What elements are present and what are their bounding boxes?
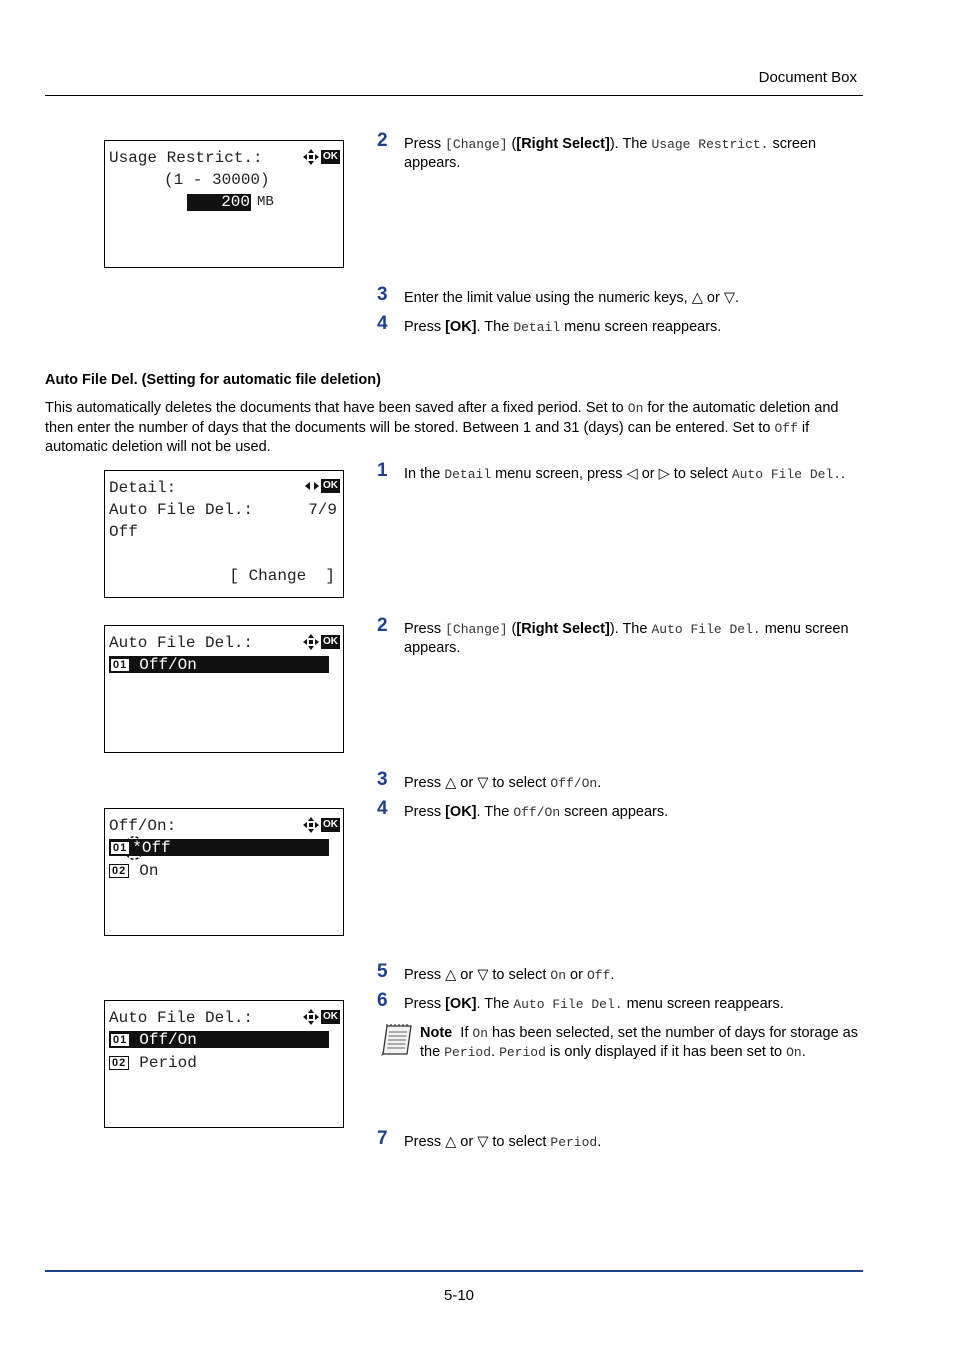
step-text: . — [597, 775, 602, 791]
step-3-top — [377, 284, 863, 307]
step-key: [OK] — [445, 319, 477, 335]
step-text: Press △ or ▽ to select — [404, 967, 551, 983]
lcd-selected-item[interactable] — [109, 1031, 329, 1048]
step-text: ( — [507, 621, 517, 637]
step-text: screen appears. — [404, 136, 817, 171]
step-code: [Change] — [445, 622, 508, 637]
four-way-arrow-icon — [303, 149, 319, 165]
step-2 — [377, 615, 863, 657]
step-1 — [377, 460, 863, 484]
step-code: Detail — [444, 467, 492, 482]
footer-rule — [45, 1270, 863, 1272]
note-label: Note — [420, 1025, 453, 1041]
item-label: Period — [139, 1054, 197, 1072]
step-text: or — [566, 967, 587, 983]
step-number: 4 — [377, 798, 388, 819]
step-4-top — [377, 313, 863, 337]
step-number: 1 — [377, 460, 388, 481]
lcd-indicator — [303, 1009, 340, 1025]
step-number: 5 — [377, 961, 388, 982]
lcd-detail — [104, 470, 344, 598]
lcd-off-on — [104, 808, 344, 936]
cursor-highlight-icon — [123, 833, 145, 863]
page-number: 5-10 — [443, 1287, 475, 1304]
four-way-arrow-icon — [303, 817, 319, 833]
note-text: is only displayed if it has been set to — [545, 1044, 787, 1060]
lcd-item: Auto File Del.: — [109, 501, 254, 519]
step-number: 2 — [377, 130, 388, 151]
header-rule — [45, 95, 863, 96]
note-code: On — [786, 1045, 802, 1060]
step-code: [Change] — [445, 137, 508, 152]
note-text: . — [801, 1044, 806, 1060]
step-7 — [377, 1128, 863, 1152]
step-code: On — [550, 968, 567, 983]
note-code: On — [472, 1026, 488, 1041]
para-text: for the automatic deletion and then enter the number of days that the documents will be stored. Between 1 and 31 (days) can be entered. Set to — [45, 400, 839, 436]
lcd-indicator — [305, 479, 340, 493]
step-text: menu screen reappears. — [560, 319, 722, 335]
step-key: [OK] — [445, 804, 477, 820]
item-number-badge: 01 — [110, 658, 130, 672]
ok-icon: OK — [323, 1011, 338, 1022]
step-5 — [377, 961, 863, 985]
step-code: Auto File Del. — [731, 467, 842, 482]
lcd-title: Off/On: — [109, 817, 177, 835]
note-text: has been selected, set the number of days for storage as the — [420, 1025, 858, 1060]
item-label: Off/On — [139, 655, 197, 674]
lcd-usage-restrict — [104, 140, 344, 268]
para-text: if automatic deletion will not be used. — [45, 419, 810, 455]
lcd-unit: MB — [257, 194, 274, 210]
item-number-badge: 02 — [109, 1056, 129, 1070]
note-code: Period — [499, 1045, 546, 1060]
step-4 — [377, 798, 863, 822]
note-code: Period — [444, 1045, 491, 1060]
lcd-list-item[interactable] — [109, 1053, 197, 1073]
header-title: Document Box — [758, 69, 857, 86]
step-number: 4 — [377, 313, 388, 334]
step-code: Detail — [513, 320, 561, 335]
step-text: . — [610, 967, 615, 983]
ok-icon: OK — [323, 480, 338, 491]
step-text: . The — [476, 804, 514, 820]
step-code: Off — [586, 968, 611, 983]
step-text: . The — [476, 319, 514, 335]
step-text: Press — [404, 996, 446, 1012]
four-way-arrow-icon — [303, 1009, 319, 1025]
note-pad-icon — [377, 1024, 415, 1058]
lcd-value: Off — [109, 523, 138, 541]
item-number-badge: 01 — [110, 841, 130, 855]
step-number: 3 — [377, 284, 388, 305]
ok-icon: OK — [323, 636, 338, 647]
para-code: On — [627, 401, 644, 416]
lcd-title: Auto File Del.: — [109, 634, 254, 652]
lcd-auto-file-del — [104, 625, 344, 753]
step-3 — [377, 769, 863, 793]
step-text: menu screen appears. — [404, 621, 849, 656]
step-text: menu screen reappears. — [622, 996, 784, 1012]
section-title: Auto File Del. (Setting for automatic file deletion) — [45, 372, 381, 388]
lcd-selected-item[interactable] — [109, 656, 329, 673]
step-number: 2 — [377, 615, 388, 636]
step-code: Auto File Del. — [651, 622, 761, 637]
note-block — [377, 1024, 863, 1062]
step-number: 6 — [377, 990, 388, 1011]
step-number: 7 — [377, 1128, 388, 1149]
item-label: On — [139, 862, 159, 880]
left-right-arrow-icon — [305, 480, 319, 492]
item-label: *Off — [132, 838, 171, 857]
lcd-auto-file-del-2 — [104, 1000, 344, 1128]
step-text: Press △ or ▽ to select — [404, 775, 551, 791]
section-paragraph — [45, 399, 865, 457]
lcd-title: Auto File Del.: — [109, 1009, 254, 1027]
lcd-list-item[interactable] — [109, 861, 158, 881]
step-text: ( — [507, 136, 517, 152]
lcd-indicator — [303, 817, 340, 833]
step-text: Press — [404, 319, 446, 335]
note-text: If — [460, 1025, 473, 1041]
step-2-top — [377, 130, 863, 172]
step-text: In the — [404, 466, 445, 482]
para-text: This automatically deletes the documents that have been saved after a fixed period. Set to — [45, 400, 628, 416]
lcd-value-row — [187, 192, 337, 212]
step-code: Period — [550, 1135, 598, 1150]
note-text: . — [491, 1044, 500, 1060]
change-softkey[interactable]: [ Change ] — [229, 567, 335, 585]
step-text: screen appears. — [560, 804, 669, 820]
step-code: Auto File Del. — [513, 997, 623, 1012]
item-number-badge: 01 — [110, 1033, 130, 1047]
step-text: menu screen, press ◁ or ▷ to select — [491, 466, 732, 482]
step-text: ). The — [609, 621, 652, 637]
lcd-indicator — [303, 634, 340, 650]
lcd-title: Usage Restrict.: — [109, 149, 263, 167]
step-text: ). The — [609, 136, 652, 152]
step-text: . The — [476, 996, 514, 1012]
lcd-value-input: 200 — [187, 194, 251, 211]
ok-icon: OK — [323, 819, 338, 830]
lcd-range: (1 - 30000) — [164, 171, 270, 189]
item-label: Off/On — [139, 1030, 197, 1049]
para-code: Off — [774, 420, 798, 436]
step-code: Usage Restrict. — [651, 137, 769, 152]
ok-icon: OK — [323, 151, 338, 162]
step-number: 3 — [377, 769, 388, 790]
item-number-badge: 02 — [109, 864, 129, 878]
step-text: Enter the limit value using the numeric keys, △ or ▽. — [404, 290, 739, 306]
lcd-indicator — [303, 149, 340, 165]
step-text: . — [841, 466, 846, 482]
step-key: [Right Select] — [516, 621, 610, 637]
step-code: Off/On — [513, 805, 561, 820]
step-text: Press — [404, 804, 446, 820]
step-code: Off/On — [550, 776, 598, 791]
step-text: . — [597, 1134, 602, 1150]
step-text: Press — [404, 621, 446, 637]
lcd-title: Detail: — [109, 479, 177, 497]
lcd-page-counter: 7/9 — [308, 501, 337, 519]
step-text: Press — [404, 136, 446, 152]
step-key: [Right Select] — [516, 136, 610, 152]
step-6 — [377, 990, 863, 1014]
step-key: [OK] — [445, 996, 477, 1012]
step-text: Press △ or ▽ to select — [404, 1134, 551, 1150]
four-way-arrow-icon — [303, 634, 319, 650]
